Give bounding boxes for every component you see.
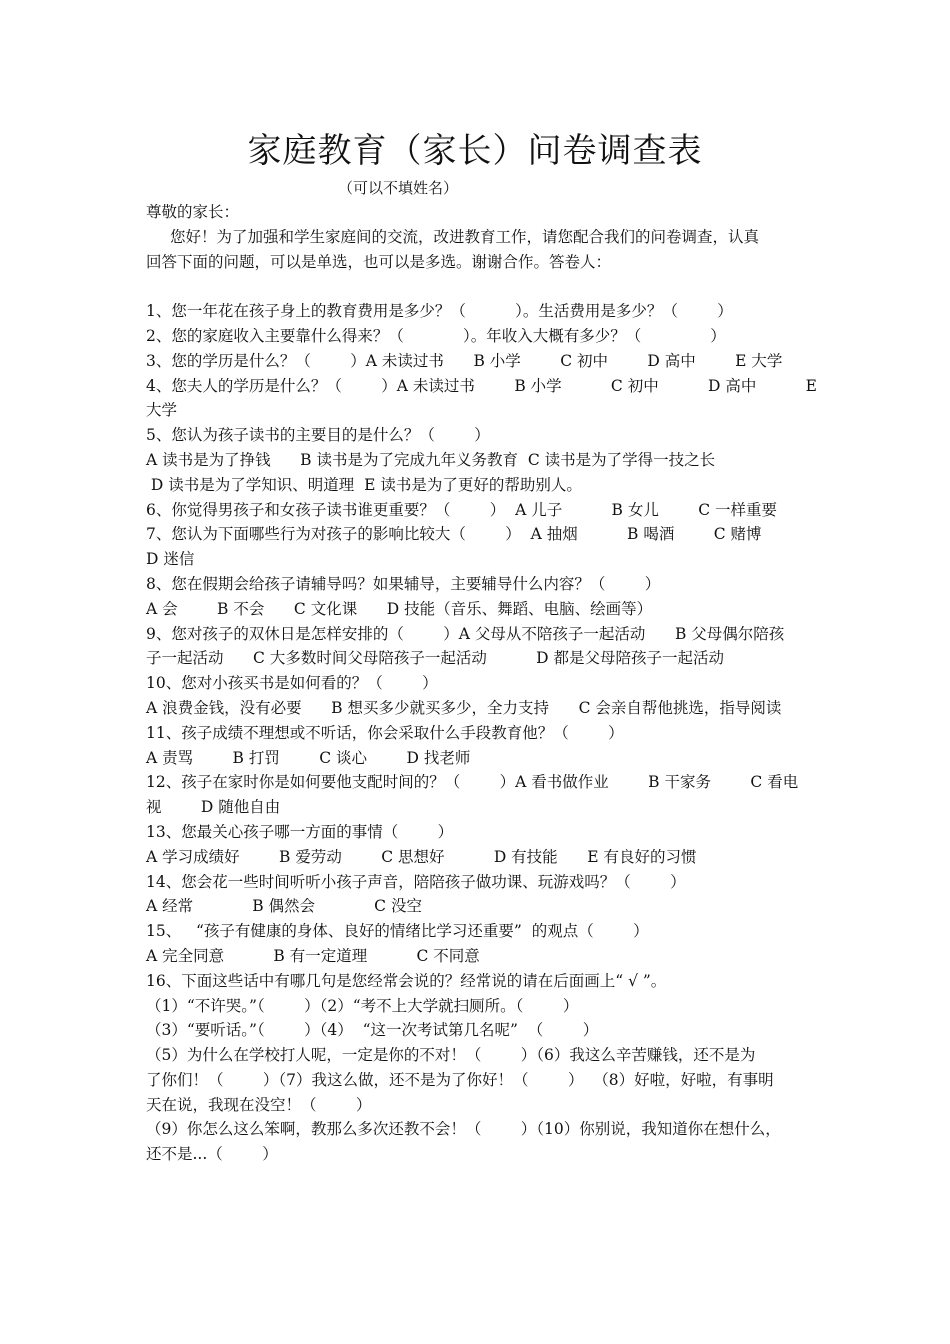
text-line: A 责骂 B 打罚 C 谈心 D 找老师 <box>146 748 471 767</box>
text-line: D 读书是为了学知识、明道理 E 读书是为了更好的帮助别人。 <box>146 475 582 494</box>
text-line: 16、下面这些话中有哪几句是您经常会说的？经常说的请在后面画上“ √ ”。 <box>146 971 667 990</box>
page-subtitle: （可以不填姓名） <box>338 179 459 197</box>
text-line: A 读书是为了挣钱 B 读书是为了完成九年义务教育 C 读书是为了学得一技之长 <box>146 450 716 469</box>
blank-line <box>146 274 816 299</box>
text-line: 视 D 随他自由 <box>146 798 281 817</box>
text-line: 尊敬的家长： <box>146 203 240 221</box>
text-line: 大学 <box>146 401 178 420</box>
text-line: 10、您对小孩买书是如何看的？（ ） <box>146 674 438 693</box>
text-line: 9、您对孩子的双休日是怎样安排的（ ）A 父母从不陪孩子一起活动 B 父母偶尔陪孩 <box>146 624 785 643</box>
text-line: A 完全同意 B 有一定道理 C 不同意 <box>146 946 480 965</box>
text-line: A 经常 B 偶然会 C 没空 <box>146 897 422 916</box>
text-line: 13、您最关心孩子哪一方面的事情（ ） <box>146 822 454 841</box>
text-line: 天在说，我现在没空！（ ） <box>146 1095 372 1114</box>
text-line: 1、您一年花在孩子身上的教育费用是多少？（ ）。生活费用是多少？（ ） <box>146 302 733 321</box>
text-line: 6、你觉得男孩子和女孩子读书谁更重要？（ ） A 儿子 B 女儿 C 一样重要 <box>146 500 778 519</box>
text-line: 回答下面的问题，可以是单选，也可以是多选。谢谢合作。答卷人： <box>146 252 612 271</box>
text-line: （5）为什么在学校打人呢，一定是你的不对！（ ）（6）我这么辛苦赚钱，还不是为 <box>146 1046 756 1065</box>
page-title: 家庭教育（家长）问卷调查表 <box>247 131 703 171</box>
text-line: 11、孩子成绩不理想或不听话，你会采取什么手段教育他？（ ） <box>146 723 624 742</box>
text-line: 您好！为了加强和学生家庭间的交流，改进教育工作，请您配合我们的问卷调查，认真 <box>170 227 760 246</box>
text-line: 2、您的家庭收入主要靠什么得来？（ ）。年收入大概有多少？（ ） <box>146 326 726 345</box>
text-line: （1）“不许哭。”（ ）（2）“考不上大学就扫厕所。（ ） <box>146 996 579 1015</box>
text-line: 8、您在假期会给孩子请辅导吗？如果辅导，主要辅导什么内容？（ ） <box>146 574 661 593</box>
text-line: 4、您夫人的学历是什么？（ ）A 未读过书 B 小学 C 初中 D 高中 E <box>146 376 817 395</box>
text-line: 7、您认为下面哪些行为对孩子的影响比较大（ ） A 抽烟 B 喝酒 C 赌博 <box>146 525 762 544</box>
text-line: 5、您认为孩子读书的主要目的是什么？（ ） <box>146 426 490 445</box>
text-line: A 会 B 不会 C 文化课 D 技能（音乐、舞蹈、电脑、绘画等） <box>146 599 653 618</box>
text-line: 12、孩子在家时你是如何要他支配时间的？（ ）A 看书做作业 B 干家务 C 看电 <box>146 773 799 792</box>
text-line: D 迷信 <box>146 550 195 569</box>
text-line: 3、您的学历是什么？（ ）A 未读过书 B 小学 C 初中 D 高中 E 大学 <box>146 351 783 370</box>
questionnaire-body <box>146 200 816 1167</box>
text-line: （9）你怎么这么笨啊，教那么多次还教不会！（ ）（10）你别说，我知道你在想什么， <box>146 1120 781 1139</box>
text-line: 了你们！（ ）（7）我这么做，还不是为了你好！（ ） （8）好啦，好啦，有事明 <box>146 1070 774 1089</box>
text-line: A 学习成绩好 B 爱劳动 C 思想好 D 有技能 E 有良好的习惯 <box>146 847 697 866</box>
text-line: 还不是...（ ） <box>146 1145 278 1164</box>
text-line: 15、 “孩子有健康的身体、良好的情绪比学习还重要” 的观点（ ） <box>146 922 649 941</box>
text-line: A 浪费金钱，没有必要 B 想买多少就买多少，全力支持 C 会亲自帮他挑选，指导阅读 <box>146 698 782 717</box>
text-line: 14、您会花一些时间听听小孩子声音，陪陪孩子做功课、玩游戏吗？（ ） <box>146 872 686 891</box>
text-line: （3）“要听话。”（ ）（4） “这一次考试第几名呢” （ ） <box>146 1021 599 1040</box>
text-line: 子一起活动 C 大多数时间父母陪孩子一起活动 D 都是父母陪孩子一起活动 <box>146 649 724 668</box>
